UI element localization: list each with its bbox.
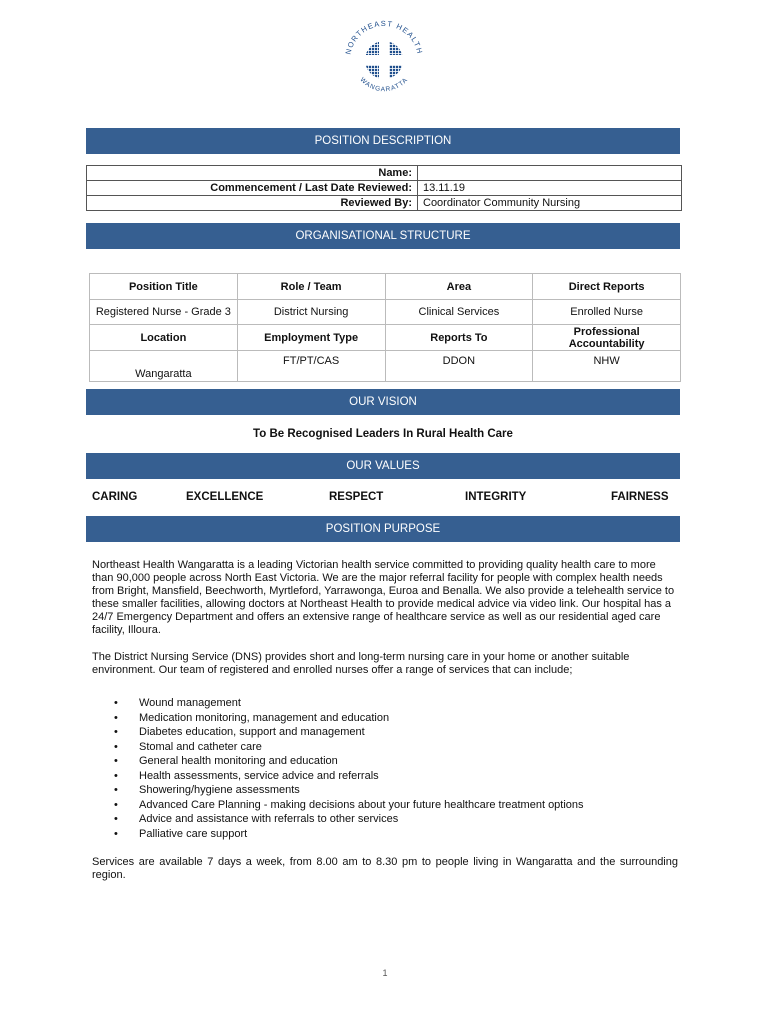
position-meta-table <box>86 165 682 211</box>
list-item <box>114 769 584 784</box>
table-row <box>90 325 681 351</box>
header-employment-type: Employment Type <box>237 325 385 351</box>
logo-cross-icon <box>364 40 404 80</box>
table-row <box>90 300 681 325</box>
list-item <box>114 725 584 740</box>
header-professional-accountability: Professional Accountability <box>533 325 681 351</box>
bullet-icon: • <box>114 827 118 840</box>
employment-type-value: FT/PT/CAS <box>237 351 385 382</box>
service-label: Health assessments, service advice and referrals <box>139 769 379 782</box>
section-header-our-values: OUR VALUES <box>86 453 680 479</box>
header-direct-reports: Direct Reports <box>533 274 681 300</box>
section-header-organisational-structure: ORGANISATIONAL STRUCTURE <box>86 223 680 249</box>
logo-text-top: NORTHEAST HEALTH <box>343 19 425 56</box>
area-value: Clinical Services <box>385 300 533 325</box>
service-label: Advanced Care Planning - making decisions about your future healthcare treatment options <box>139 798 584 811</box>
value-respect: RESPECT <box>329 491 384 503</box>
section-header-our-vision: OUR VISION <box>86 389 680 415</box>
vision-statement: To Be Recognised Leaders In Rural Health Care <box>253 428 513 440</box>
position-title-value: Registered Nurse - Grade 3 <box>90 300 238 325</box>
bullet-icon: • <box>114 784 118 796</box>
services-list <box>114 696 584 841</box>
commencement-value: 13.11.19 <box>418 181 682 196</box>
header-reports-to: Reports To <box>385 325 533 351</box>
list-item <box>114 711 584 726</box>
purpose-paragraph-1: Northeast Health Wangaratta is a leading Victorian health service committed to providing quality health care to more than 90,000 people across North East Victoria. We are the major referral facility for people with complex health needs from Bright, Mansfield, Beechworth, Myrtleford, Yarrawonga, Euroa and Benalla. We also provide a telehealth service to these smaller facilities, allowing doctors at Northeast Health to provide medical advice via video link. Our hospital has a 24/7 Emergency Department and offers an extensive range of healthcare service as well as our residential aged care facility, Illoura. <box>92 559 675 636</box>
list-item <box>114 754 584 769</box>
table-row <box>90 274 681 300</box>
list-item <box>114 740 584 755</box>
bullet-icon: • <box>114 740 118 753</box>
value-caring: CARING <box>92 491 138 503</box>
header-role-team: Role / Team <box>237 274 385 300</box>
service-label: Wound management <box>139 697 241 709</box>
bullet-icon: • <box>114 697 118 709</box>
bullet-icon: • <box>114 769 118 782</box>
header-location: Location <box>90 325 238 351</box>
section-header-position-purpose: POSITION PURPOSE <box>86 516 680 542</box>
list-item <box>114 696 584 711</box>
table-row <box>87 166 682 181</box>
logo-text-bottom: WANGARATTA <box>358 76 410 94</box>
list-item <box>114 783 584 798</box>
value-fairness: FAIRNESS <box>611 491 669 503</box>
reviewed-by-label: Reviewed By: <box>87 196 418 211</box>
northeast-health-logo <box>336 12 432 108</box>
table-row <box>87 196 682 211</box>
table-row <box>90 351 681 382</box>
reports-to-value: DDON <box>385 351 533 382</box>
direct-reports-value: Enrolled Nurse <box>533 300 681 325</box>
page-number: 1 <box>382 968 388 978</box>
bullet-icon: • <box>114 711 118 724</box>
location-value: Wangaratta <box>90 351 238 382</box>
name-label: Name: <box>87 166 418 181</box>
list-item <box>114 827 584 842</box>
service-label: Diabetes education, support and management <box>139 726 365 738</box>
service-label: Medication monitoring, management and education <box>139 711 390 724</box>
reviewed-by-value: Coordinator Community Nursing <box>418 196 682 211</box>
section-header-position-description: POSITION DESCRIPTION <box>86 128 680 154</box>
list-item <box>114 812 584 827</box>
organisational-structure-table <box>89 273 681 382</box>
value-integrity: INTEGRITY <box>465 491 527 503</box>
bullet-icon: • <box>114 755 118 767</box>
role-team-value: District Nursing <box>237 300 385 325</box>
service-label: Palliative care support <box>139 827 248 840</box>
table-row <box>87 181 682 196</box>
list-item <box>114 798 584 813</box>
commencement-label: Commencement / Last Date Reviewed: <box>87 181 418 196</box>
purpose-paragraph-2: The District Nursing Service (DNS) provides short and long-term nursing care in your home or another suitable environment. Our team of registered and enrolled nurses offer a range of services that can include; <box>92 651 630 676</box>
service-label: General health monitoring and education <box>139 755 338 767</box>
bullet-icon: • <box>114 726 118 738</box>
name-value <box>418 166 682 181</box>
bullet-icon: • <box>114 813 118 825</box>
header-area: Area <box>385 274 533 300</box>
purpose-paragraph-3: Services are available 7 days a week, from 8.00 am to 8.30 pm to people living in Wangaratta and the surrounding region. <box>92 856 678 881</box>
service-label: Stomal and catheter care <box>139 740 262 753</box>
value-excellence: EXCELLENCE <box>186 491 264 503</box>
header-position-title: Position Title <box>90 274 238 300</box>
service-label: Advice and assistance with referrals to other services <box>139 813 399 825</box>
service-label: Showering/hygiene assessments <box>139 784 300 796</box>
professional-accountability-value: NHW <box>533 351 681 382</box>
bullet-icon: • <box>114 798 118 811</box>
